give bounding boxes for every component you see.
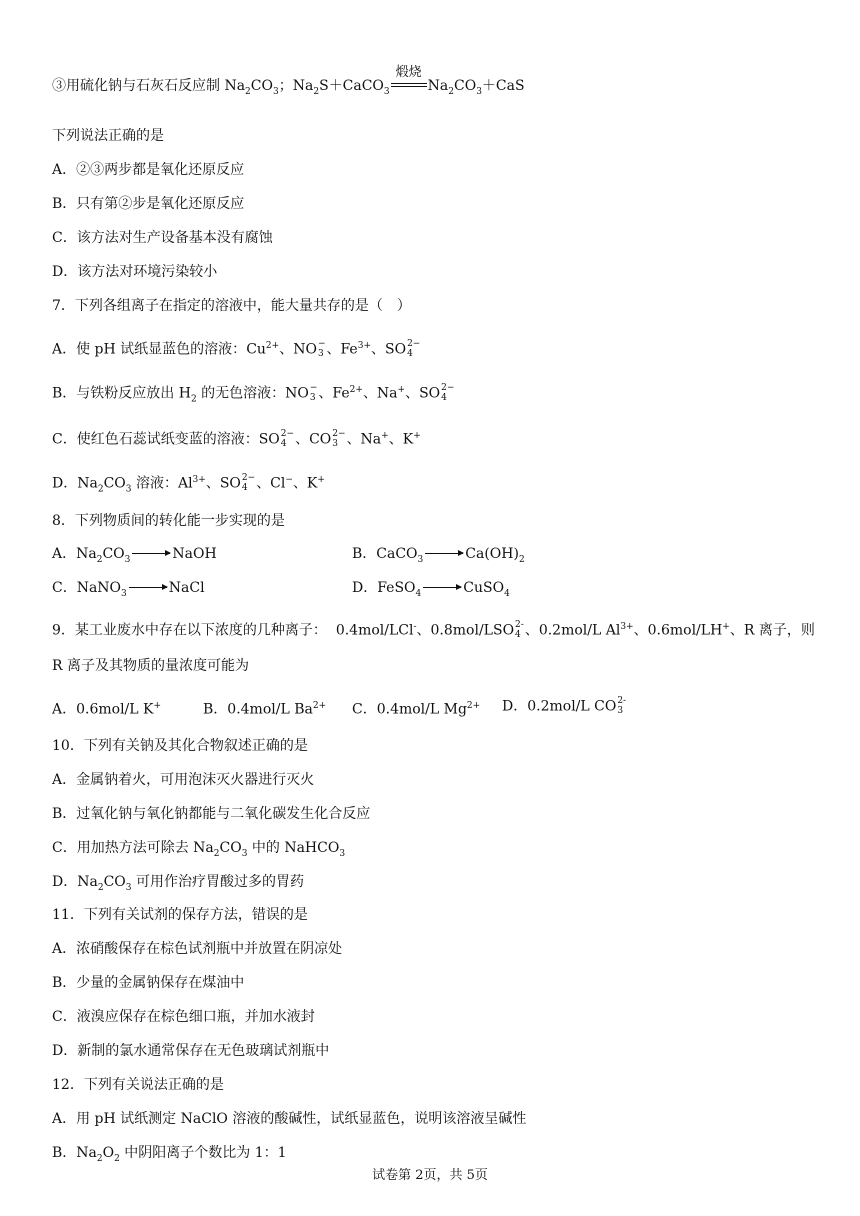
q8-option-d: D．FeSO$_4$ CuSO$_4$ bbox=[352, 580, 510, 599]
arrow-icon bbox=[132, 553, 170, 554]
q10-option-d: D．$Na_2CO_3$ 可用作治疗胃酸过多的胃药 bbox=[52, 874, 304, 893]
q9-option-b: B．0.4mol/L $Ba^{2+}$ bbox=[203, 701, 327, 718]
q10-option-b: B．过氧化钠与氧化钠都能与二氧化碳发生化合反应 bbox=[52, 806, 371, 822]
q10-option-c: C．用加热方法可除去 $Na_2CO_3$ 中的 NaHCO$_3$ bbox=[52, 840, 346, 859]
q12-option-a: A．用 pH 试纸测定 NaClO 溶液的酸碱性，试纸显蓝色，说明该溶液呈碱性 bbox=[52, 1111, 527, 1127]
q11-option-c: C．液溴应保存在棕色细口瓶，并加水液封 bbox=[52, 1009, 315, 1025]
q7-option-a: A．使 pH 试纸显蓝色的溶液：$Cu^{2+}$、NO − 3 、$Fe^{3+}$、SO 2− 4 bbox=[52, 339, 421, 360]
q10-option-a: A．金属钠着火，可用泡沫灭火器进行灭火 bbox=[52, 772, 315, 788]
q10-stem: 10．下列有关钠及其化合物叙述正确的是 bbox=[52, 738, 308, 754]
q6-option-a: A．②③两步都是氧化还原反应 bbox=[52, 162, 245, 178]
q7-stem: 7．下列各组离子在指定的溶液中，能大量共存的是（ ） bbox=[52, 298, 411, 314]
q8-option-c: C．NaNO$_3$ NaCl bbox=[52, 580, 205, 599]
q11-option-b: B．少量的金属钠保存在煤油中 bbox=[52, 975, 245, 991]
q8-option-b: B．CaCO$_3$ $Ca(OH)_2$ bbox=[352, 546, 525, 565]
q11-option-d: D．新制的氯水通常保存在无色玻璃试剂瓶中 bbox=[52, 1043, 330, 1059]
q7-option-b: B．与铁粉反应放出 $H_2$ 的无色溶液：NO − 3 、$Fe^{2+}$、Na+、SO 2− 4 bbox=[52, 383, 455, 405]
q12-stem: 12．下列有关说法正确的是 bbox=[52, 1077, 224, 1093]
q9-option-a: A．0.6mol/L K+ bbox=[52, 701, 162, 718]
q6-stem: 下列说法正确的是 bbox=[52, 128, 164, 144]
q9-stem-2: R 离子及其物质的量浓度可能为 bbox=[52, 658, 249, 674]
q11-option-a: A．浓硝酸保存在棕色试剂瓶中并放置在阴凉处 bbox=[52, 941, 343, 957]
q11-stem: 11．下列有关试剂的保存方法，错误的是 bbox=[52, 907, 308, 923]
q12-option-b: B．$Na_2O_2$ 中阴阳离子个数比为 1：1 bbox=[52, 1145, 287, 1164]
q7-option-d: D．$Na_2CO_3$ 溶液：$Al^{3+}$、SO 2− 4 、Cl−、K+ bbox=[52, 473, 325, 495]
q8-option-a: A．$Na_2CO_3$ NaOH bbox=[52, 546, 217, 565]
q9-stem: 9．某工业废水中存在以下浓度的几种离子： 0.4mol/LCl-、0.8mol/LSO 2- 4 、0.2mol/L $Al^{3+}$、0.6mol/LH+、R 离子，则 bbox=[52, 620, 815, 641]
arrow-icon bbox=[423, 587, 461, 588]
q7-option-c: C．使红色石蕊试纸变蓝的溶液：SO 2− 4 、CO 2− 3 、Na+、K+ bbox=[52, 429, 421, 450]
arrow-icon bbox=[129, 587, 167, 588]
q6-option-b: B．只有第②步是氧化还原反应 bbox=[52, 196, 245, 212]
q6-option-d: D．该方法对环境污染较小 bbox=[52, 264, 218, 280]
reaction-condition: 煅烧 bbox=[391, 82, 427, 90]
q6-step3: ③用硫化钠与石灰石反应制 $Na_2CO_3$；$Na_2S+CaCO_3$ 煅烧 $Na_2CO_3+CaS$ bbox=[52, 65, 525, 97]
arrow-icon bbox=[425, 553, 463, 554]
q8-stem: 8．下列物质间的转化能一步实现的是 bbox=[52, 513, 285, 529]
q9-option-d: D．0.2mol/L CO 2- 3 bbox=[502, 696, 627, 716]
page-footer: 试卷第 2页，共 5页 bbox=[372, 1168, 488, 1183]
q9-option-c: C．0.4mol/L $Mg^{2+}$ bbox=[352, 701, 481, 718]
q6-option-c: C．该方法对生产设备基本没有腐蚀 bbox=[52, 230, 273, 246]
